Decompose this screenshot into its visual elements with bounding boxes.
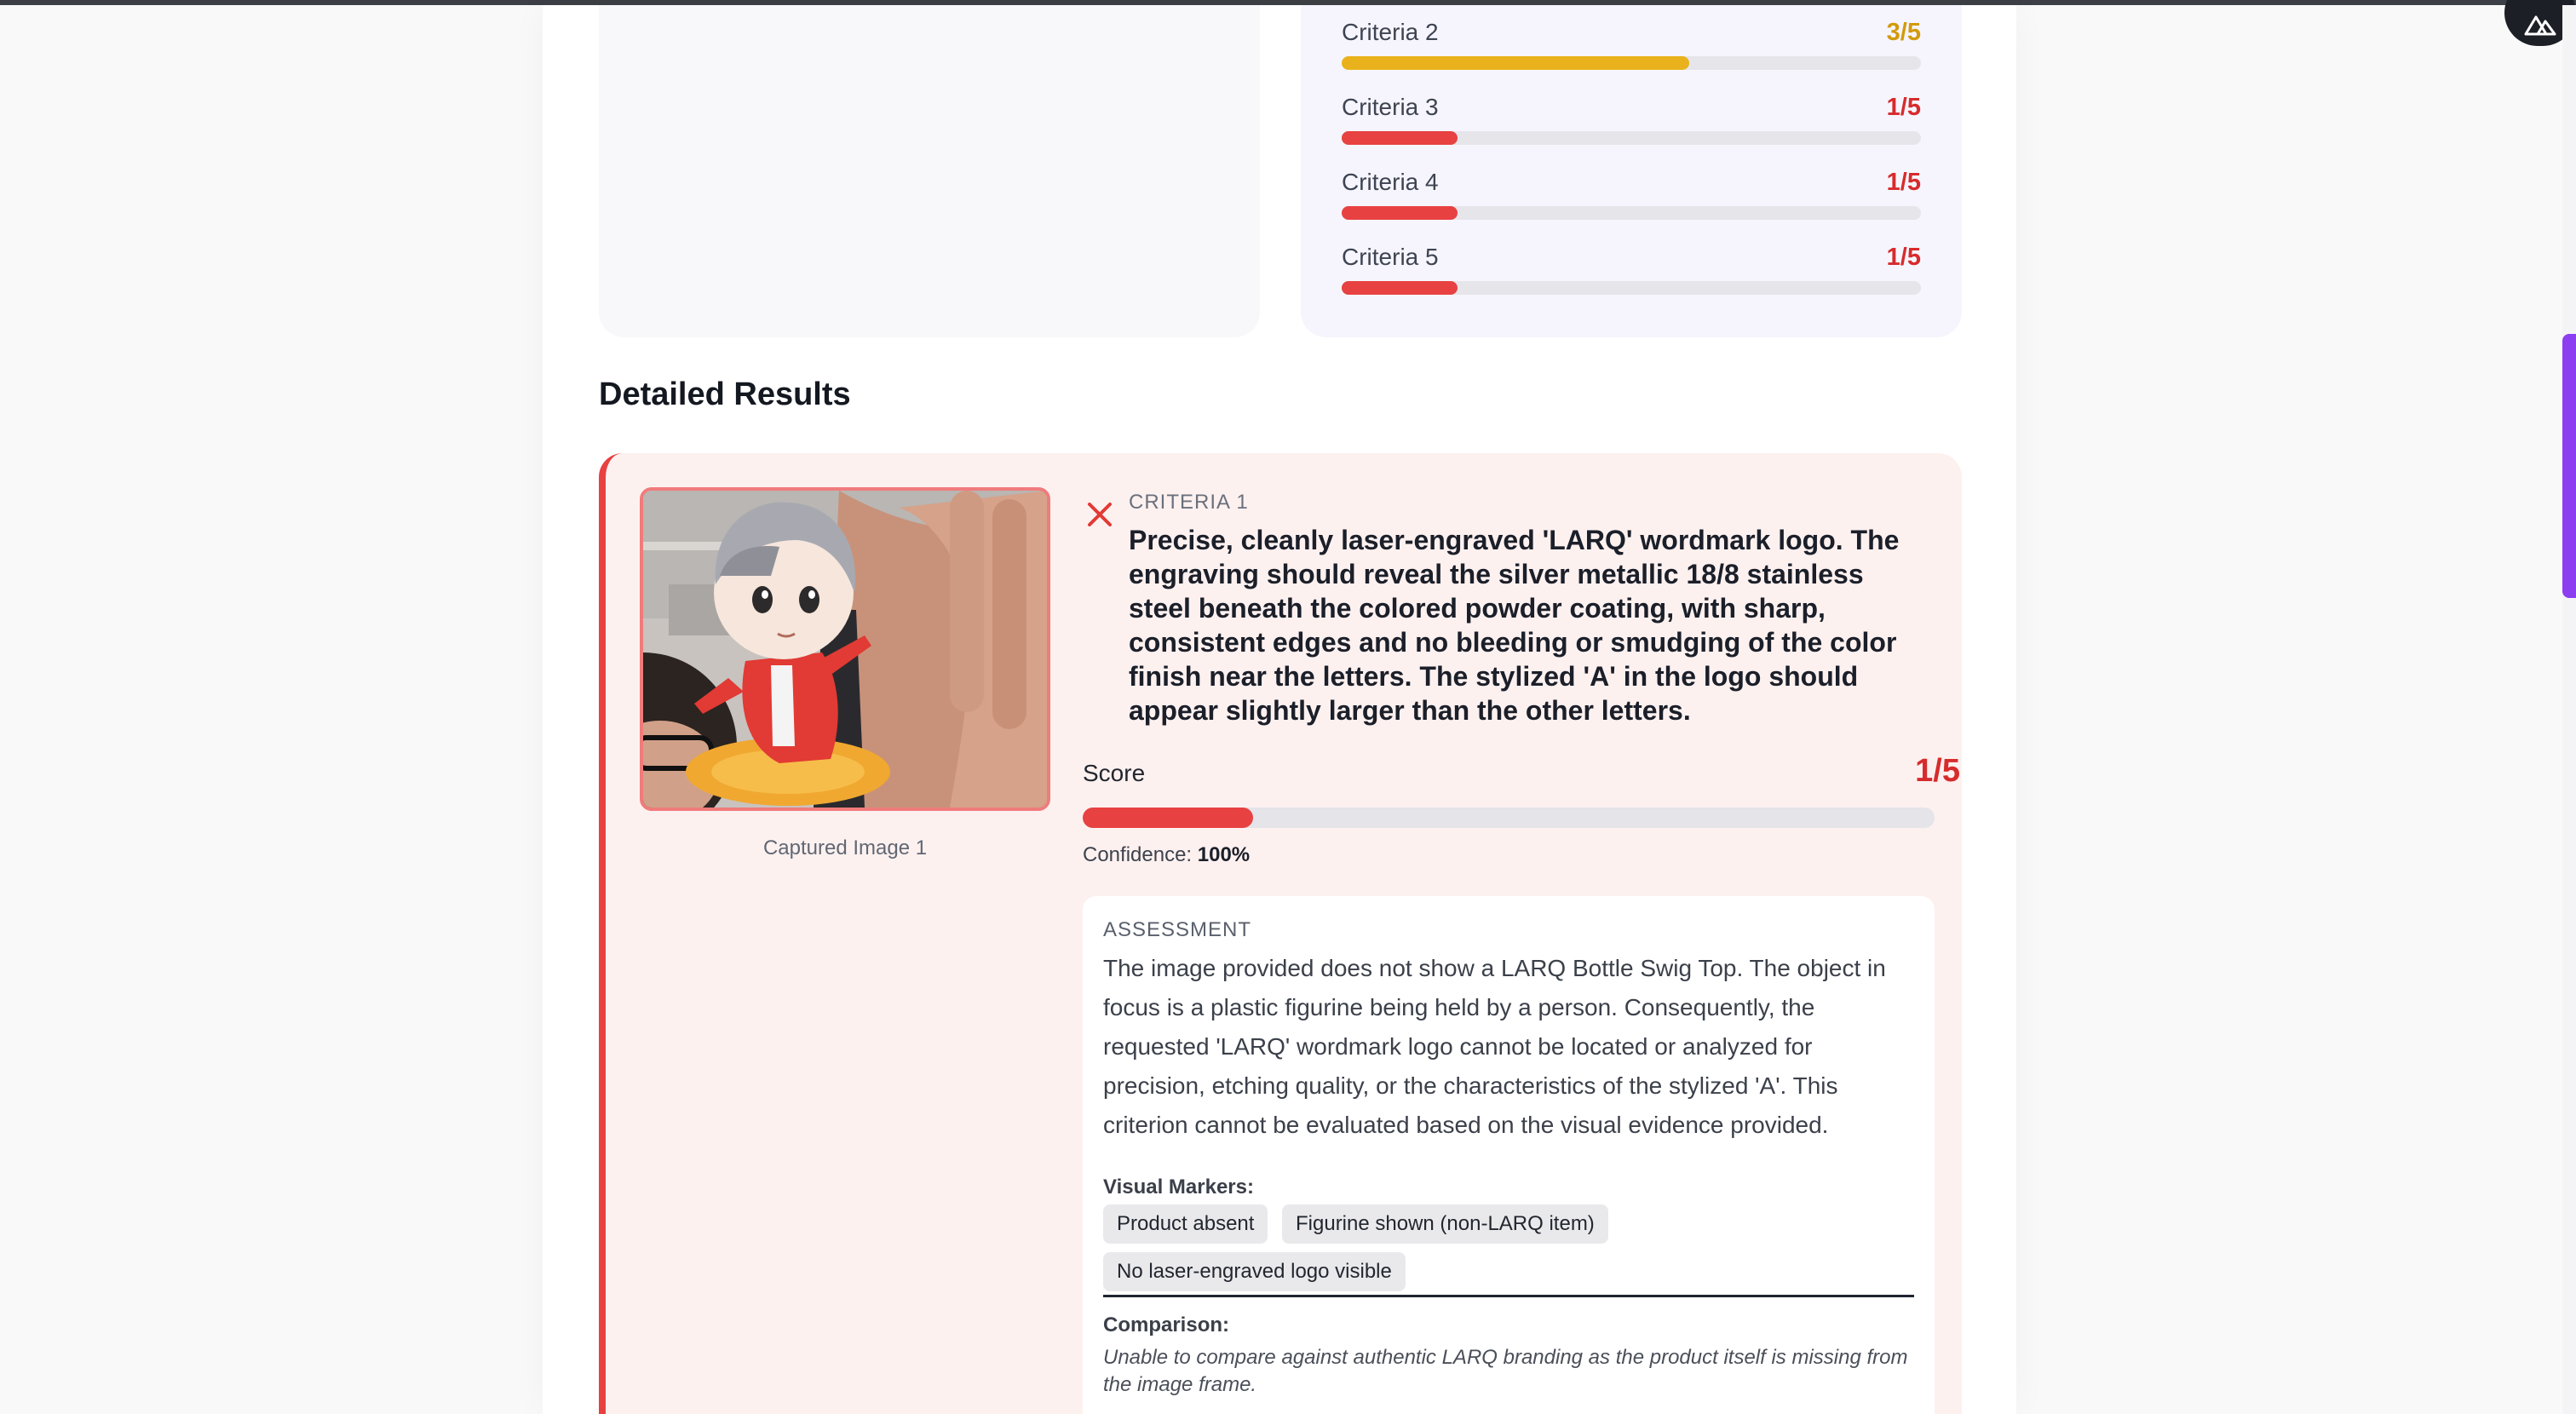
criteria-score: 1/5 xyxy=(1886,168,1921,196)
figurine-photo xyxy=(643,491,1047,808)
marker-chip: Figurine shown (non-LARQ item) xyxy=(1282,1204,1608,1244)
captured-image[interactable] xyxy=(640,487,1050,811)
assessment-box xyxy=(1083,896,1935,1414)
criteria-progress-fill xyxy=(1342,131,1458,145)
scrollbar-track[interactable] xyxy=(2562,5,2576,1414)
assessment-text: The image provided does not show a LARQ Bottle Swig Top. The object in focus is a plastic figurine being held by a person. Consequently, the requested 'LARQ' wordmark logo cannot be located or analyzed for precision, etching quality, or the characteristics of the stylized 'A'. This criterion cannot be evaluated based on the visual evidence provided. xyxy=(1103,955,1886,1138)
score-value: 1/5 xyxy=(1915,753,1960,789)
confidence-label: Confidence: xyxy=(1083,843,1193,866)
confidence-value: 100% xyxy=(1197,843,1251,866)
x-mark-icon xyxy=(1083,497,1117,532)
divider xyxy=(1103,1295,1914,1297)
score-progress-bar xyxy=(1083,808,1935,828)
summary-criteria-3 xyxy=(1342,90,1921,145)
comparison-text: Unable to compare against authentic LARQ branding as the product itself is missing from the image frame. xyxy=(1103,1346,1908,1396)
criteria-summary-panel xyxy=(1301,5,1962,337)
assessment-title: ASSESSMENT xyxy=(1103,918,1252,941)
criteria-progress-fill xyxy=(1342,281,1458,295)
section-title: Detailed Results xyxy=(599,376,851,412)
criteria-score: 1/5 xyxy=(1886,243,1921,271)
image-caption: Captured Image 1 xyxy=(762,836,928,859)
criteria-progress-fill xyxy=(1342,206,1458,220)
marker-chip: No laser-engraved logo visible xyxy=(1103,1252,1406,1291)
confidence xyxy=(1083,843,1250,867)
scrollbar-thumb[interactable] xyxy=(2562,334,2576,598)
criteria-progress-fill xyxy=(1342,56,1689,70)
visual-markers-title: Visual Markers: xyxy=(1103,1175,1254,1198)
image-preview-panel xyxy=(599,5,1260,337)
score-label: Score xyxy=(1083,760,1146,786)
criteria-description: Precise, cleanly laser-engraved 'LARQ' wordmark logo. The engraving should reveal the silver metallic 18/8 stainless steel beneath the colored powder coating, with sharp, consistent edges and no bleeding or smudging of the color finish near the letters. The stylized 'A' in the logo should appear slightly larger than the other letters. xyxy=(1129,525,1900,726)
criteria-score: 3/5 xyxy=(1886,18,1921,46)
comparison-title: Comparison: xyxy=(1103,1313,1230,1336)
criteria-label: Criteria 3 xyxy=(1342,94,1439,120)
criteria-tag: CRITERIA 1 xyxy=(1129,491,1249,514)
marker-chip: Product absent xyxy=(1103,1204,1268,1244)
summary-criteria-4 xyxy=(1342,165,1921,220)
main-content xyxy=(543,5,2016,1414)
summary-criteria-5 xyxy=(1342,240,1921,295)
criteria-score: 1/5 xyxy=(1886,93,1921,121)
nuxt-logo-icon xyxy=(2524,14,2556,36)
criteria-label: Criteria 2 xyxy=(1342,19,1439,45)
result-card-criteria-1 xyxy=(599,453,1962,1414)
criteria-progress-bar xyxy=(1342,131,1921,145)
criteria-progress-bar xyxy=(1342,206,1921,220)
criteria-progress-bar xyxy=(1342,56,1921,70)
score-progress-fill xyxy=(1083,808,1253,828)
criteria-progress-bar xyxy=(1342,281,1921,295)
criteria-label: Criteria 4 xyxy=(1342,169,1439,195)
criteria-label: Criteria 5 xyxy=(1342,244,1439,270)
summary-criteria-2 xyxy=(1342,15,1921,70)
